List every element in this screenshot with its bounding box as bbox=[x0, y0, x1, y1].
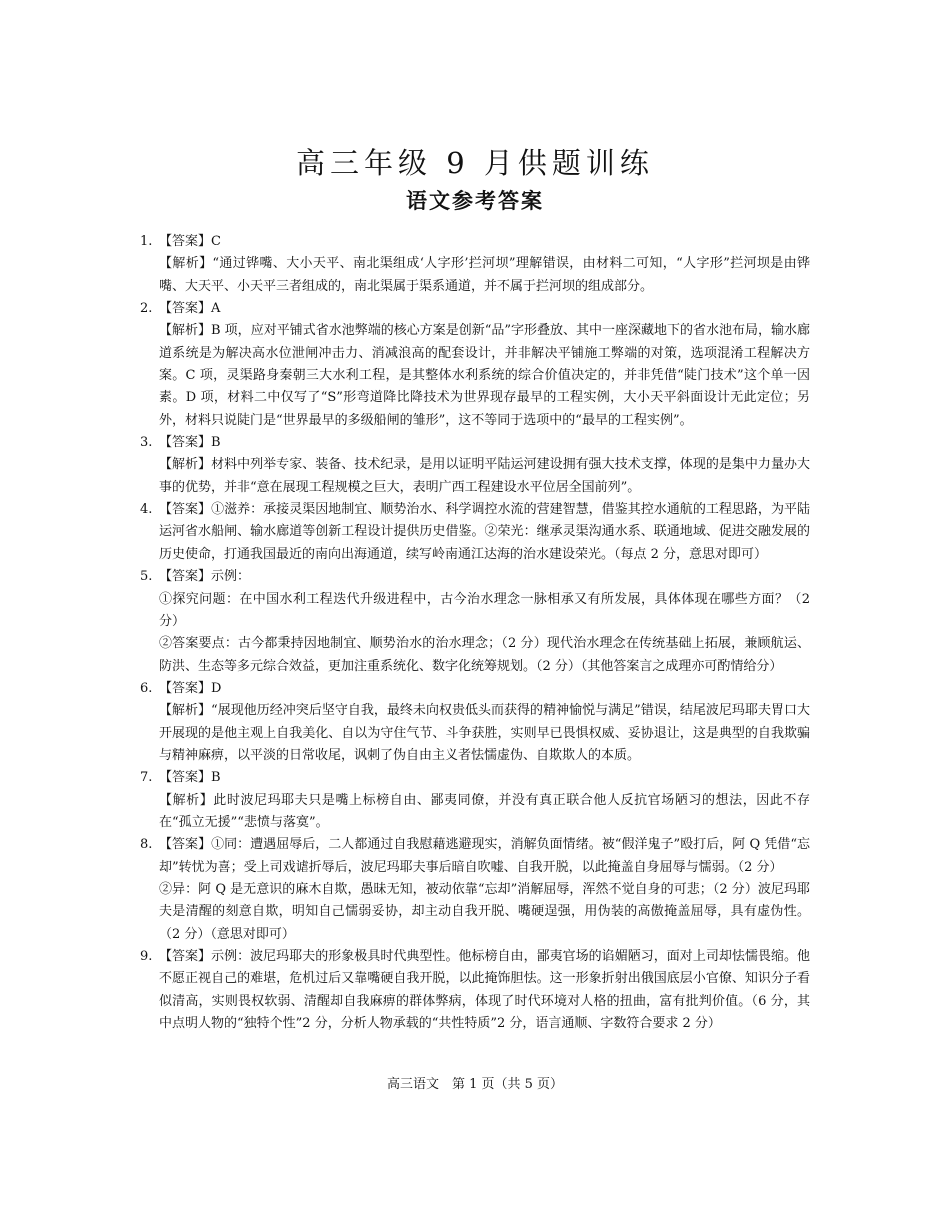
question-number: 2. bbox=[140, 301, 153, 317]
answer-list bbox=[140, 231, 810, 1035]
answer-line bbox=[140, 499, 810, 566]
answer-text: 【答案】A bbox=[159, 301, 221, 317]
explanation-text: 【解析】B 项，应对平铺式省水池弊端的核心方案是创新“品”字形叠放、其中一座深藏地下的省水池布局，输水廊道系统是为解决高水位泄闸冲击力、消减浪高的配套设计，并非解决平铺施工弊端的对策，选项混淆工程解决方案。C 项，灵渠路身秦朝三大水利工程，是其整体水利系统的综合价值决定的，并非凭借“陡门技术”这个单一因素。D 项，材料二中仅写了“S”形弯道降比降技术为世界现存最早的工程实例，大小天平斜面设计无此定位；另外，材料只说陡门是“世界最早的多级船闸的雏形”，这不等同于选项中的“最早的工程实例”。 bbox=[159, 323, 810, 428]
question-block bbox=[140, 767, 810, 834]
question-number: 4. bbox=[140, 502, 153, 518]
answer-line bbox=[140, 231, 810, 253]
question-block bbox=[140, 499, 810, 566]
answer-line bbox=[140, 834, 810, 879]
answer-line bbox=[140, 767, 810, 789]
answer-line bbox=[140, 298, 810, 320]
page-title: 高三年级 9 月供题训练 bbox=[296, 146, 654, 180]
explanation-text: 【解析】“通过铧嘴、大小天平、南北渠组成‘人字形’拦河坝”理解错误，由材料二可知，“人字形”拦河坝是由铧嘴、大天平、小天平三者组成的，南北渠属于渠系通道，并不属于拦河坝的组成部分。 bbox=[159, 256, 810, 294]
answer-text: 【答案】C bbox=[159, 234, 221, 249]
question-block bbox=[140, 231, 810, 298]
explanation-text: ②答案要点：古今都秉持因地制宜、顺势治水的治水理念；（2 分）现代治水理念在传统基础上拓展，兼顾航运、防洪、生态等多元综合效益，更加注重系统化、数字化统筹规划。（2 分）（其他答案言之成理亦可酌情给分） bbox=[159, 636, 810, 674]
answer-text: 【答案】B bbox=[159, 770, 221, 786]
explanation-text: ①探究问题：在中国水利工程迭代升级进程中，古今治水理念一脉相承又有所发展，具体体现在哪些方面？（2 分） bbox=[159, 591, 810, 629]
page-subtitle: 语文参考答案 bbox=[406, 189, 544, 213]
answer-text: 【答案】①滋养：承接灵渠因地制宜、顺势治水、科学调控水流的营建智慧，借鉴其控水通航的工程思路，为平陆运河省水船闸、输水廊道等创新工程设计提供历史借鉴。②荣光：继承灵渠沟通水系、联通地域、促进交融发展的历史使命，打通我国最近的南向出海通道，续写岭南通江达海的治水建设荣光。（每点 2 分，意思对即可） bbox=[159, 502, 810, 562]
question-number: 5. bbox=[140, 569, 153, 585]
page-footer: 高三语文 第 1 页（共 5 页） bbox=[386, 1077, 564, 1092]
question-number: 9. bbox=[140, 949, 153, 964]
explanation-text: 【解析】“展现他历经冲突后坚守自我，最终未向权贵低头而获得的精神愉悦与满足”错误，结尾波尼玛耶夫胃口大开展现的是他主观上自我美化、自以为守住气节、斗争获胜，实则早已畏惧权威、妥协退让，这是典型的自我欺骗与精神麻痹，以平淡的日常收尾，讽刺了伪自由主义者怯懦虚伪、自欺欺人的本质。 bbox=[159, 703, 810, 763]
question-number: 7. bbox=[140, 770, 153, 786]
explanation-text: 【解析】此时波尼玛耶夫只是嘴上标榜自由、鄙夷同僚，并没有真正联合他人反抗官场陋习的想法，因此不存在“孤立无援”“悲愤与落寞”。 bbox=[159, 792, 810, 830]
question-block bbox=[140, 834, 810, 946]
question-number: 8. bbox=[140, 837, 153, 853]
answer-text: 【答案】①同：遭遇屈辱后，二人都通过自我慰藉逃避现实，消解负面情绪。被“假洋鬼子”殴打后，阿 Q 凭借“忘却”转忧为喜；受上司戏谑折辱后，波尼玛耶夫事后暗自吹嘘、自我开脱，以此掩盖自身屈辱与懦弱。（2 分） bbox=[159, 837, 810, 875]
question-number: 6. bbox=[140, 680, 153, 696]
answer-line bbox=[140, 946, 810, 1035]
question-block bbox=[140, 432, 810, 499]
question-block bbox=[140, 298, 810, 432]
answer-line bbox=[140, 432, 810, 454]
question-block bbox=[140, 678, 810, 767]
answer-text: 【答案】示例：波尼玛耶夫的形象极具时代典型性。他标榜自由，鄙夷官场的谄媚陋习，面对上司却怯懦畏缩。他不愿正视自己的难堪，危机过后又靠嘴硬自我开脱，以此掩饰胆怯。这一形象折射出俄国底层小官僚、知识分子看似清高，实则畏权软弱、清醒却自我麻痹的群体弊病，体现了时代环境对人格的扭曲，富有批判价值。（6 分，其中点明人物的“独特个性”2 分，分析人物承载的“共性特质”2 分，语言通顺、字数符合要求 2 分） bbox=[159, 949, 810, 1032]
question-number: 3. bbox=[140, 435, 153, 451]
question-block bbox=[140, 566, 810, 678]
explanation-text: 【解析】材料中列举专家、装备、技术纪录，是用以证明平陆运河建设拥有强大技术支撑，体现的是集中力量办大事的优势，并非“意在展现工程规模之巨大，表明广西工程建设水平位居全国前列”。 bbox=[159, 457, 810, 495]
explanation-text: ②异：阿 Q 是无意识的麻木自欺，愚昧无知，被动依靠“忘却”消解屈辱，浑然不觉自身的可悲；（2 分）波尼玛耶夫是清醒的刻意自欺，明知自己懦弱妥协，却主动自我开脱、嘴硬逞强，用伪装的高傲掩盖屈辱，具有虚伪性。（2 分）（意思对即可） bbox=[159, 881, 810, 942]
answer-text: 【答案】示例： bbox=[159, 569, 251, 585]
question-block bbox=[140, 946, 810, 1035]
answer-text: 【答案】B bbox=[159, 435, 221, 451]
answer-line bbox=[140, 678, 810, 700]
answer-text: 【答案】D bbox=[159, 680, 222, 696]
question-number: 1. bbox=[140, 234, 153, 249]
answer-line bbox=[140, 566, 810, 588]
